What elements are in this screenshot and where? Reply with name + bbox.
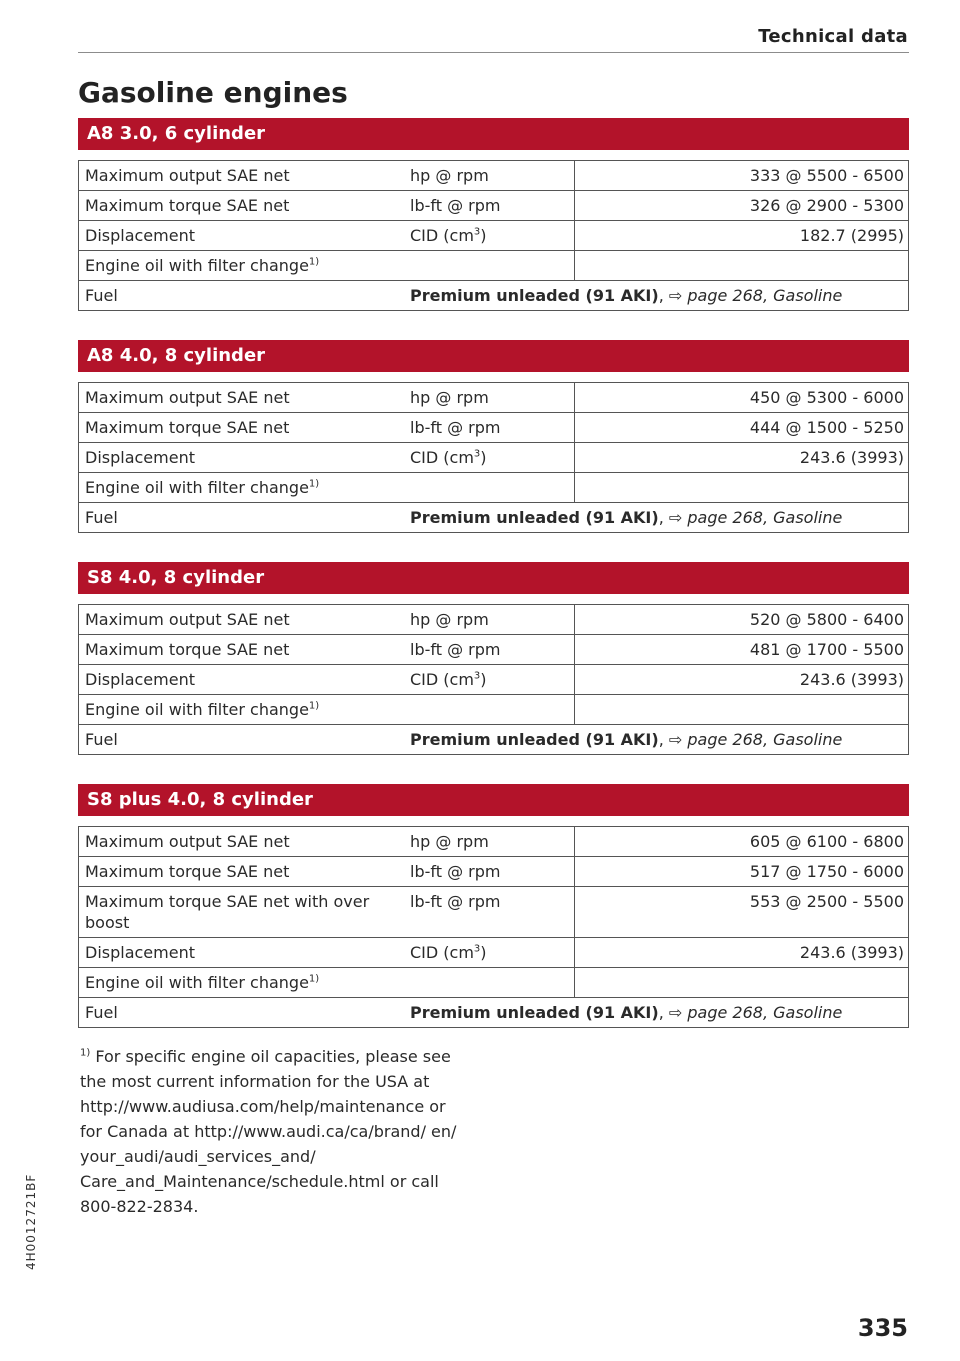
table-row xyxy=(79,605,909,635)
table-row xyxy=(79,938,909,968)
page-reference-link[interactable]: ⇨ page 268, Gasoline xyxy=(668,286,843,305)
table-row xyxy=(79,635,909,665)
spec-label-text: Engine oil with filter change xyxy=(85,478,309,497)
footnote-ref: 1) xyxy=(308,973,320,985)
spec-label xyxy=(79,605,405,635)
spec-label-text: Maximum torque SAE net xyxy=(85,196,290,215)
spec-value: 553 @ 2500 - 5500 xyxy=(575,887,909,938)
table-row xyxy=(79,998,909,1028)
table-row xyxy=(79,857,909,887)
spec-unit-text: CID (cm xyxy=(410,943,474,962)
spec-unit xyxy=(404,695,575,725)
spec-unit xyxy=(404,968,575,998)
spec-table xyxy=(78,382,909,533)
spec-unit xyxy=(404,938,575,968)
page-title: Gasoline engines xyxy=(78,76,348,109)
spec-label xyxy=(79,857,405,887)
table-row xyxy=(79,191,909,221)
fuel-value xyxy=(404,998,909,1028)
spec-unit xyxy=(404,443,575,473)
spec-table xyxy=(78,604,909,755)
spec-unit-text: hp @ rpm xyxy=(410,610,489,629)
unit-superscript: 3 xyxy=(473,448,481,460)
spec-label-text: Maximum output SAE net xyxy=(85,832,290,851)
spec-value xyxy=(575,695,909,725)
table-row xyxy=(79,827,909,857)
spec-label-text: Displacement xyxy=(85,670,195,689)
spec-label-text: Engine oil with filter change xyxy=(85,973,309,992)
footnote-ref: 1) xyxy=(308,700,320,712)
spec-value: 326 @ 2900 - 5300 xyxy=(575,191,909,221)
footnote-line: for Canada at http://www.audi.ca/ca/brand/ en/ xyxy=(80,1122,457,1141)
spec-unit xyxy=(404,635,575,665)
spec-unit-text: CID (cm xyxy=(410,448,474,467)
fuel-grade: Premium unleaded (91 AKI) xyxy=(410,508,659,527)
spec-unit-text: hp @ rpm xyxy=(410,388,489,407)
table-row xyxy=(79,665,909,695)
spec-label-text: Engine oil with filter change xyxy=(85,256,309,275)
document-code: 4H0012721BF xyxy=(24,1173,38,1270)
spec-unit-text: ) xyxy=(480,670,487,689)
spec-table xyxy=(78,826,909,1028)
spec-unit-text: lb-ft @ rpm xyxy=(410,640,501,659)
spec-unit xyxy=(404,251,575,281)
table-row xyxy=(79,887,909,938)
spec-section xyxy=(78,784,909,1028)
table-row xyxy=(79,161,909,191)
spec-unit-text: lb-ft @ rpm xyxy=(410,418,501,437)
spec-value: 520 @ 5800 - 6400 xyxy=(575,605,909,635)
spec-unit-text: CID (cm xyxy=(410,670,474,689)
section-banner: A8 4.0, 8 cylinder xyxy=(78,340,909,372)
fuel-value xyxy=(404,725,909,755)
fuel-separator: , xyxy=(658,1003,669,1022)
spec-label xyxy=(79,251,405,281)
page-reference-link[interactable]: ⇨ page 268, Gasoline xyxy=(668,730,843,749)
spec-value: 481 @ 1700 - 5500 xyxy=(575,635,909,665)
spec-value: 605 @ 6100 - 6800 xyxy=(575,827,909,857)
spec-label-text: Engine oil with filter change xyxy=(85,700,309,719)
spec-value: 444 @ 1500 - 5250 xyxy=(575,413,909,443)
unit-superscript: 3 xyxy=(473,226,481,238)
spec-label xyxy=(79,221,405,251)
footnote-line: Care_and_Maintenance/schedule.html or call xyxy=(80,1172,439,1191)
spec-label xyxy=(79,161,405,191)
spec-unit xyxy=(404,191,575,221)
footnote-line: your_audi/audi_services_and/ xyxy=(80,1147,316,1166)
table-row xyxy=(79,968,909,998)
table-row xyxy=(79,503,909,533)
footnote-line: the most current information for the USA at xyxy=(80,1072,430,1091)
fuel-label: Fuel xyxy=(79,725,405,755)
table-row xyxy=(79,473,909,503)
fuel-grade: Premium unleaded (91 AKI) xyxy=(410,1003,659,1022)
section-banner: A8 3.0, 6 cylinder xyxy=(78,118,909,150)
fuel-label: Fuel xyxy=(79,503,405,533)
spec-label xyxy=(79,827,405,857)
spec-unit-text: CID (cm xyxy=(410,226,474,245)
fuel-separator: , xyxy=(658,286,669,305)
fuel-label: Fuel xyxy=(79,998,405,1028)
spec-unit xyxy=(404,605,575,635)
fuel-separator: , xyxy=(658,730,669,749)
spec-label-text: boost xyxy=(85,913,130,932)
spec-unit xyxy=(404,383,575,413)
unit-superscript: 3 xyxy=(473,670,481,682)
table-row xyxy=(79,443,909,473)
spec-label-text: Maximum output SAE net xyxy=(85,388,290,407)
spec-label-text: Maximum torque SAE net xyxy=(85,862,290,881)
spec-unit xyxy=(404,827,575,857)
spec-section xyxy=(78,118,909,311)
spec-unit xyxy=(404,665,575,695)
spec-label-text: Displacement xyxy=(85,448,195,467)
fuel-grade: Premium unleaded (91 AKI) xyxy=(410,730,659,749)
spec-label xyxy=(79,413,405,443)
section-banner: S8 plus 4.0, 8 cylinder xyxy=(78,784,909,816)
spec-value: 243.6 (3993) xyxy=(575,665,909,695)
spec-label-text: Maximum torque SAE net xyxy=(85,640,290,659)
section-banner: S8 4.0, 8 cylinder xyxy=(78,562,909,594)
fuel-value xyxy=(404,503,909,533)
spec-value: 243.6 (3993) xyxy=(575,443,909,473)
spec-label xyxy=(79,191,405,221)
spec-unit-text: ) xyxy=(480,448,487,467)
footnote xyxy=(80,1044,480,1219)
footnote-line: http://www.audiusa.com/help/maintenance or xyxy=(80,1097,446,1116)
spec-unit xyxy=(404,887,575,938)
footnote-line: For specific engine oil capacities, please see xyxy=(90,1047,451,1066)
spec-unit xyxy=(404,473,575,503)
spec-unit-text: lb-ft @ rpm xyxy=(410,196,501,215)
footnote-ref: 1) xyxy=(308,478,320,490)
spec-value xyxy=(575,968,909,998)
footnote-marker: 1) xyxy=(80,1047,91,1059)
spec-section xyxy=(78,562,909,755)
spec-value: 333 @ 5500 - 6500 xyxy=(575,161,909,191)
spec-value: 243.6 (3993) xyxy=(575,938,909,968)
fuel-separator: , xyxy=(658,508,669,527)
spec-label-text: Maximum torque SAE net xyxy=(85,418,290,437)
table-row xyxy=(79,383,909,413)
spec-label xyxy=(79,383,405,413)
running-header: Technical data xyxy=(758,26,908,47)
spec-unit-text: hp @ rpm xyxy=(410,166,489,185)
spec-label xyxy=(79,665,405,695)
table-row xyxy=(79,725,909,755)
spec-label-text: Maximum output SAE net xyxy=(85,610,290,629)
table-row xyxy=(79,413,909,443)
spec-label xyxy=(79,443,405,473)
table-row xyxy=(79,251,909,281)
spec-unit xyxy=(404,161,575,191)
spec-section xyxy=(78,340,909,533)
spec-unit-text: ) xyxy=(480,226,487,245)
fuel-value xyxy=(404,281,909,311)
spec-table xyxy=(78,160,909,311)
spec-label-text: Maximum torque SAE net with over xyxy=(85,892,370,911)
footnote-line: 800-822-2834. xyxy=(80,1197,199,1216)
spec-label-text: Displacement xyxy=(85,943,195,962)
table-row xyxy=(79,281,909,311)
table-row xyxy=(79,695,909,725)
page-number: 335 xyxy=(857,1314,908,1342)
fuel-grade: Premium unleaded (91 AKI) xyxy=(410,286,659,305)
spec-label-text: Maximum output SAE net xyxy=(85,166,290,185)
spec-label xyxy=(79,473,405,503)
spec-label xyxy=(79,887,405,938)
spec-label xyxy=(79,968,405,998)
footnote-ref: 1) xyxy=(308,256,320,268)
spec-unit-text: hp @ rpm xyxy=(410,832,489,851)
header-rule xyxy=(78,52,909,53)
spec-unit xyxy=(404,413,575,443)
spec-label-text: Displacement xyxy=(85,226,195,245)
spec-label xyxy=(79,635,405,665)
spec-label xyxy=(79,695,405,725)
spec-label xyxy=(79,938,405,968)
spec-unit-text: lb-ft @ rpm xyxy=(410,892,501,911)
spec-unit-text: ) xyxy=(480,943,487,962)
unit-superscript: 3 xyxy=(473,943,481,955)
spec-value: 517 @ 1750 - 6000 xyxy=(575,857,909,887)
table-row xyxy=(79,221,909,251)
spec-value xyxy=(575,473,909,503)
spec-unit xyxy=(404,857,575,887)
spec-value: 450 @ 5300 - 6000 xyxy=(575,383,909,413)
fuel-label: Fuel xyxy=(79,281,405,311)
spec-unit-text: lb-ft @ rpm xyxy=(410,862,501,881)
page-reference-link[interactable]: ⇨ page 268, Gasoline xyxy=(668,1003,843,1022)
page-reference-link[interactable]: ⇨ page 268, Gasoline xyxy=(668,508,843,527)
spec-value: 182.7 (2995) xyxy=(575,221,909,251)
spec-value xyxy=(575,251,909,281)
spec-unit xyxy=(404,221,575,251)
